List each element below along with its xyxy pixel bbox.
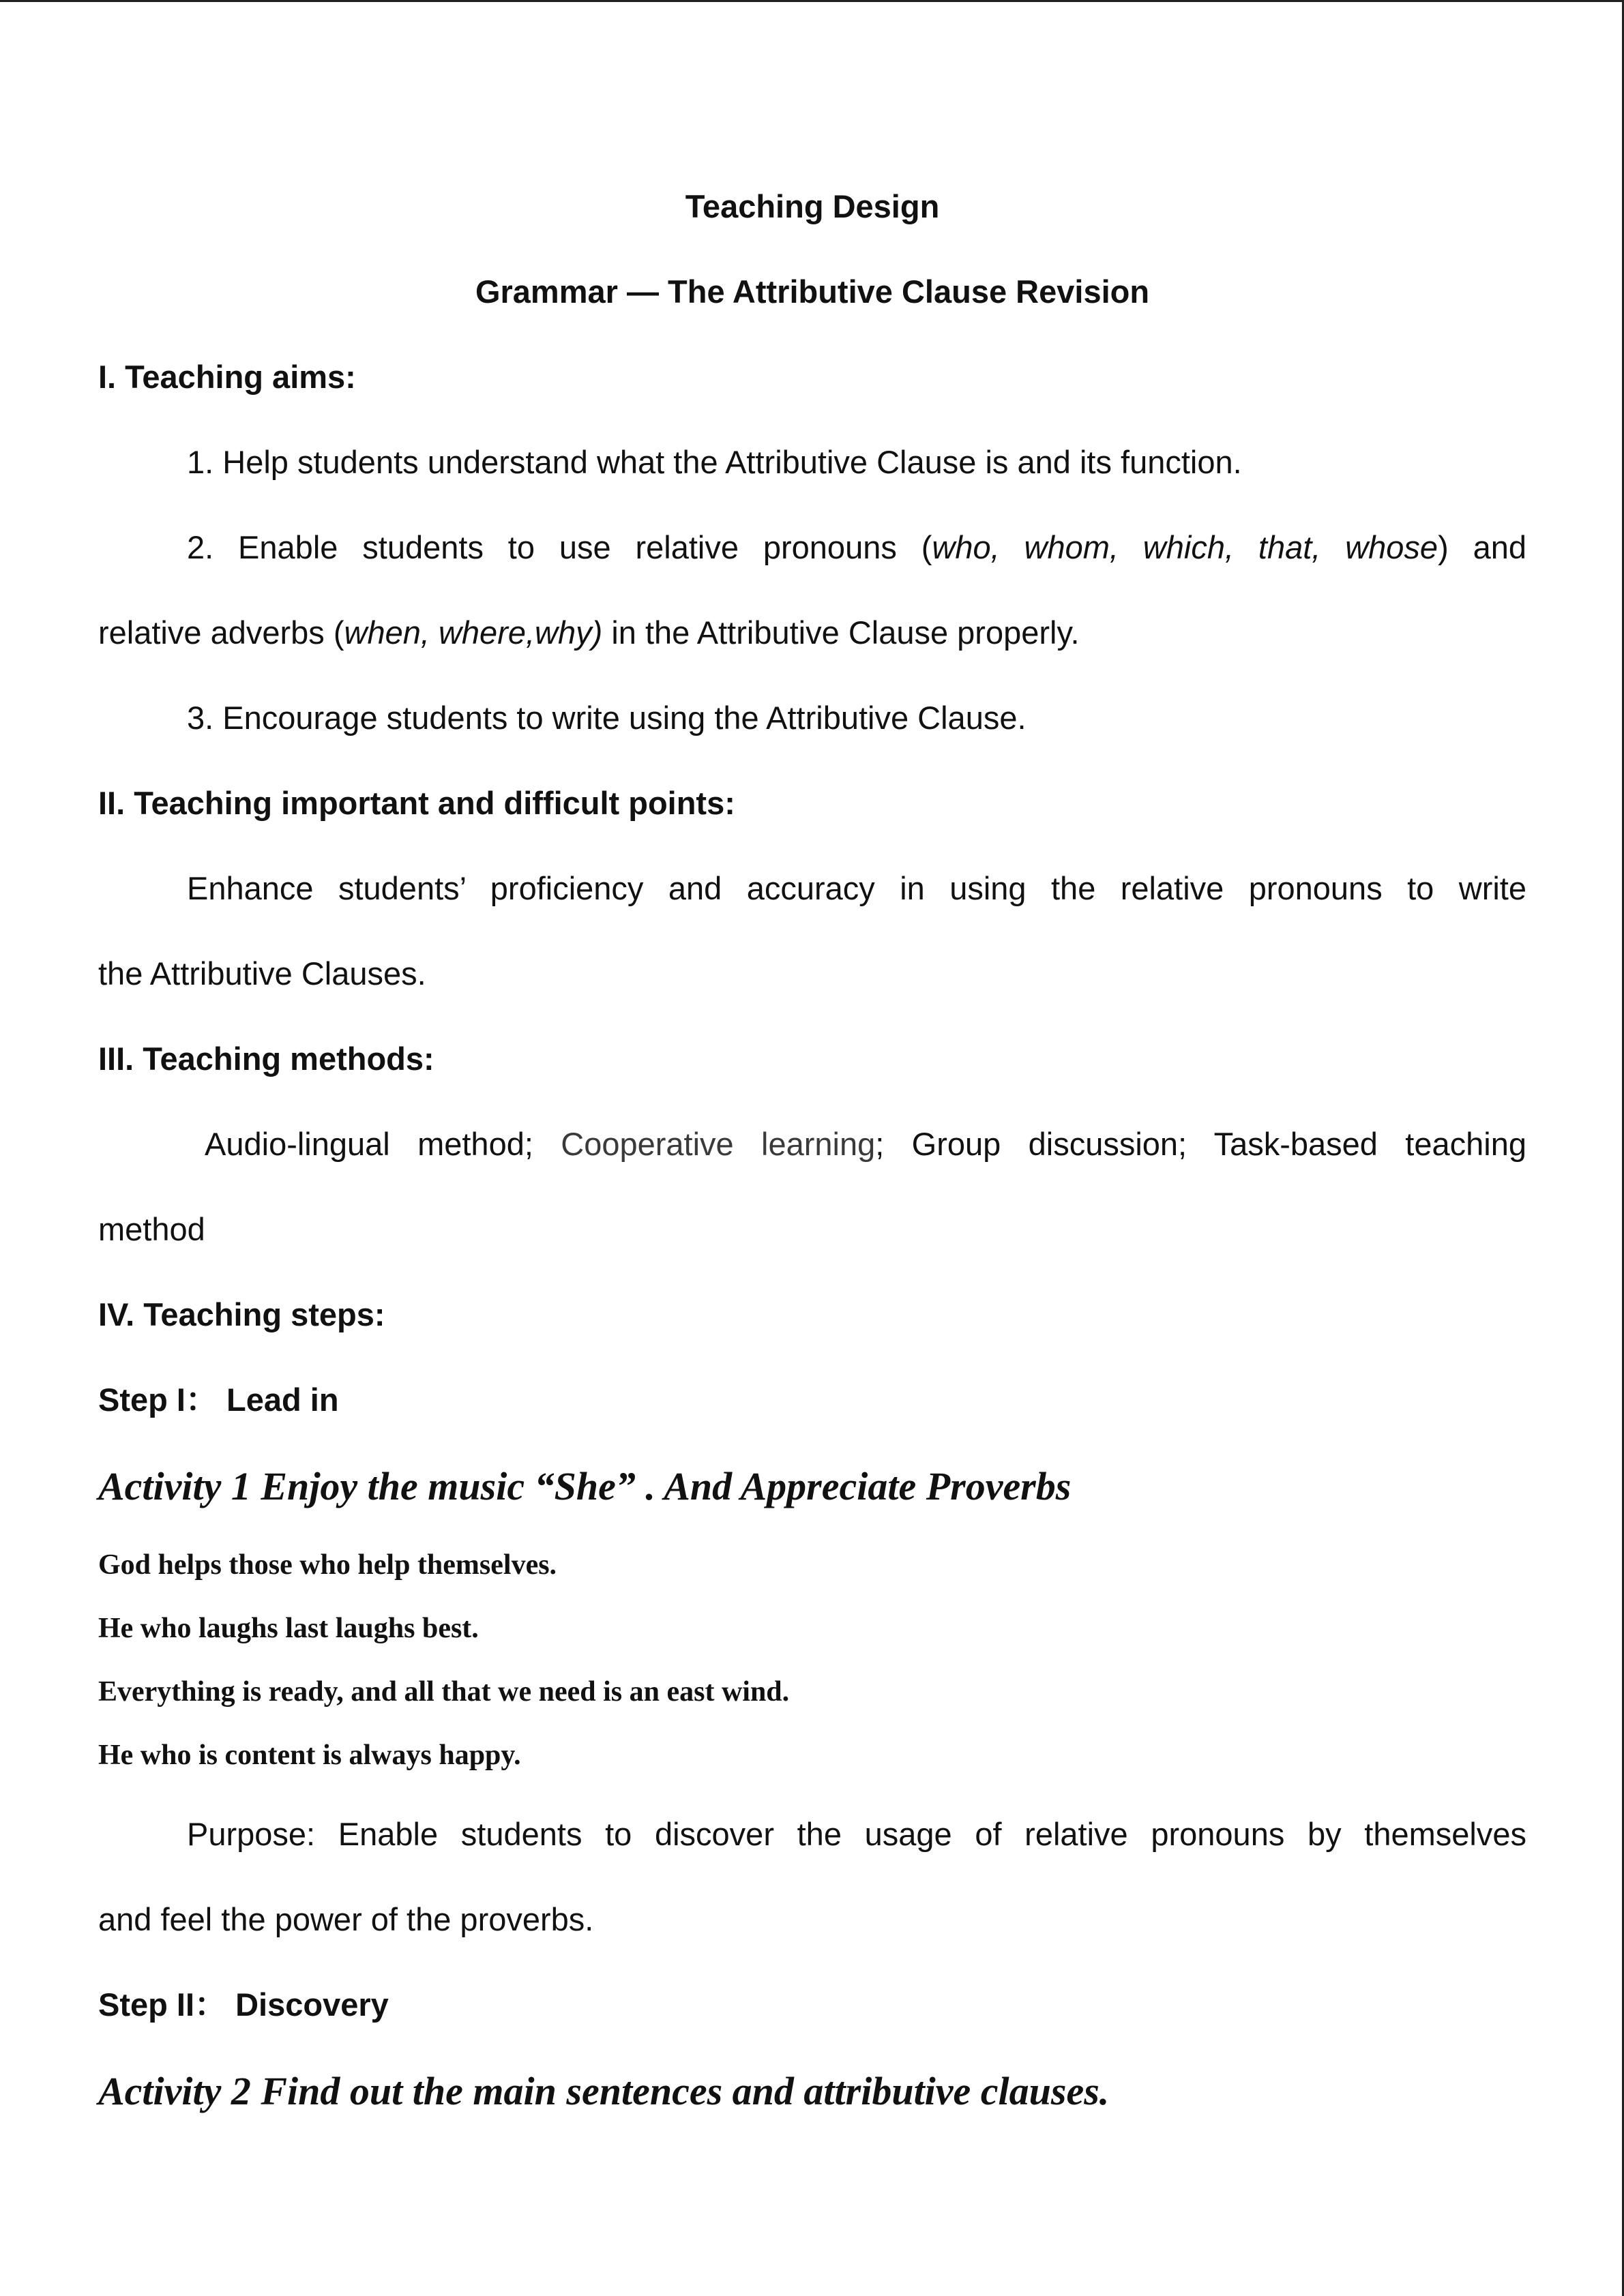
aim-3: 3. Encourage students to write using the Attributive Clause. (187, 700, 1027, 736)
proverb-list (98, 1531, 1526, 1791)
method-audio-lingual: Audio-lingual method; (205, 1126, 561, 1162)
aim-2-cont-lead: relative adverbs ( (98, 614, 344, 651)
proverb-item: God helps those who help themselves. (98, 1549, 557, 1581)
section-heading-teaching-steps: IV. Teaching steps: (98, 1296, 385, 1332)
section-heading-difficult-points: II. Teaching important and difficult points: (98, 785, 735, 821)
method-rest: ; Group discussion; Task-based teaching (875, 1126, 1526, 1162)
aim-2-adverbs: when, where,why) (344, 614, 603, 651)
difficult-points-line-1: Enhance students’ proficiency and accuracy in using the relative pronouns to write (187, 870, 1526, 906)
difficult-points-line-2: the Attributive Clauses. (98, 955, 426, 992)
document-body (98, 164, 1526, 2136)
method-cooperative-learning: Cooperative learning (561, 1126, 876, 1162)
section-heading-teaching-methods: III. Teaching methods: (98, 1041, 434, 1077)
document-subtitle: Grammar — The Attributive Clause Revision (475, 273, 1150, 310)
aim-1: 1. Help students understand what the Attributive Clause is and its function. (187, 444, 1242, 480)
activity-1-heading: Activity 1 Enjoy the music “She” . And Appreciate Proverbs (98, 1464, 1072, 1508)
aim-2-line-2 (98, 590, 1526, 675)
proverb-item: He who laughs last laughs best. (98, 1613, 479, 1644)
aim-2-cont-tail: in the Attributive Clause properly. (602, 614, 1080, 651)
purpose-line-2: and feel the power of the proverbs. (98, 1901, 594, 1937)
activity-2-heading: Activity 2 Find out the main sentences and attributive clauses. (98, 2069, 1110, 2113)
teaching-methods-line-1 (98, 1101, 1526, 1187)
proverb-item: Everything is ready, and all that we need is an east wind. (98, 1676, 790, 1708)
section-heading-teaching-aims: I. Teaching aims: (98, 359, 356, 395)
step-1-heading: Step I： Lead in (98, 1382, 339, 1418)
aim-2-line-1 (98, 505, 1526, 590)
document-title: Teaching Design (685, 188, 940, 224)
step-2-heading: Step II： Discovery (98, 1986, 389, 2023)
aim-2-tail: ) and (1438, 529, 1526, 565)
aim-2-pronouns: who, whom, which, that, whose (932, 529, 1438, 565)
teaching-methods-line-2: method (98, 1211, 205, 1247)
purpose-line-1: Purpose: Enable students to discover the usage of relative pronouns by themselves (187, 1816, 1526, 1852)
proverb-item: He who is content is always happy. (98, 1740, 521, 1771)
aim-2-lead: 2. Enable students to use relative pronouns ( (187, 529, 932, 565)
